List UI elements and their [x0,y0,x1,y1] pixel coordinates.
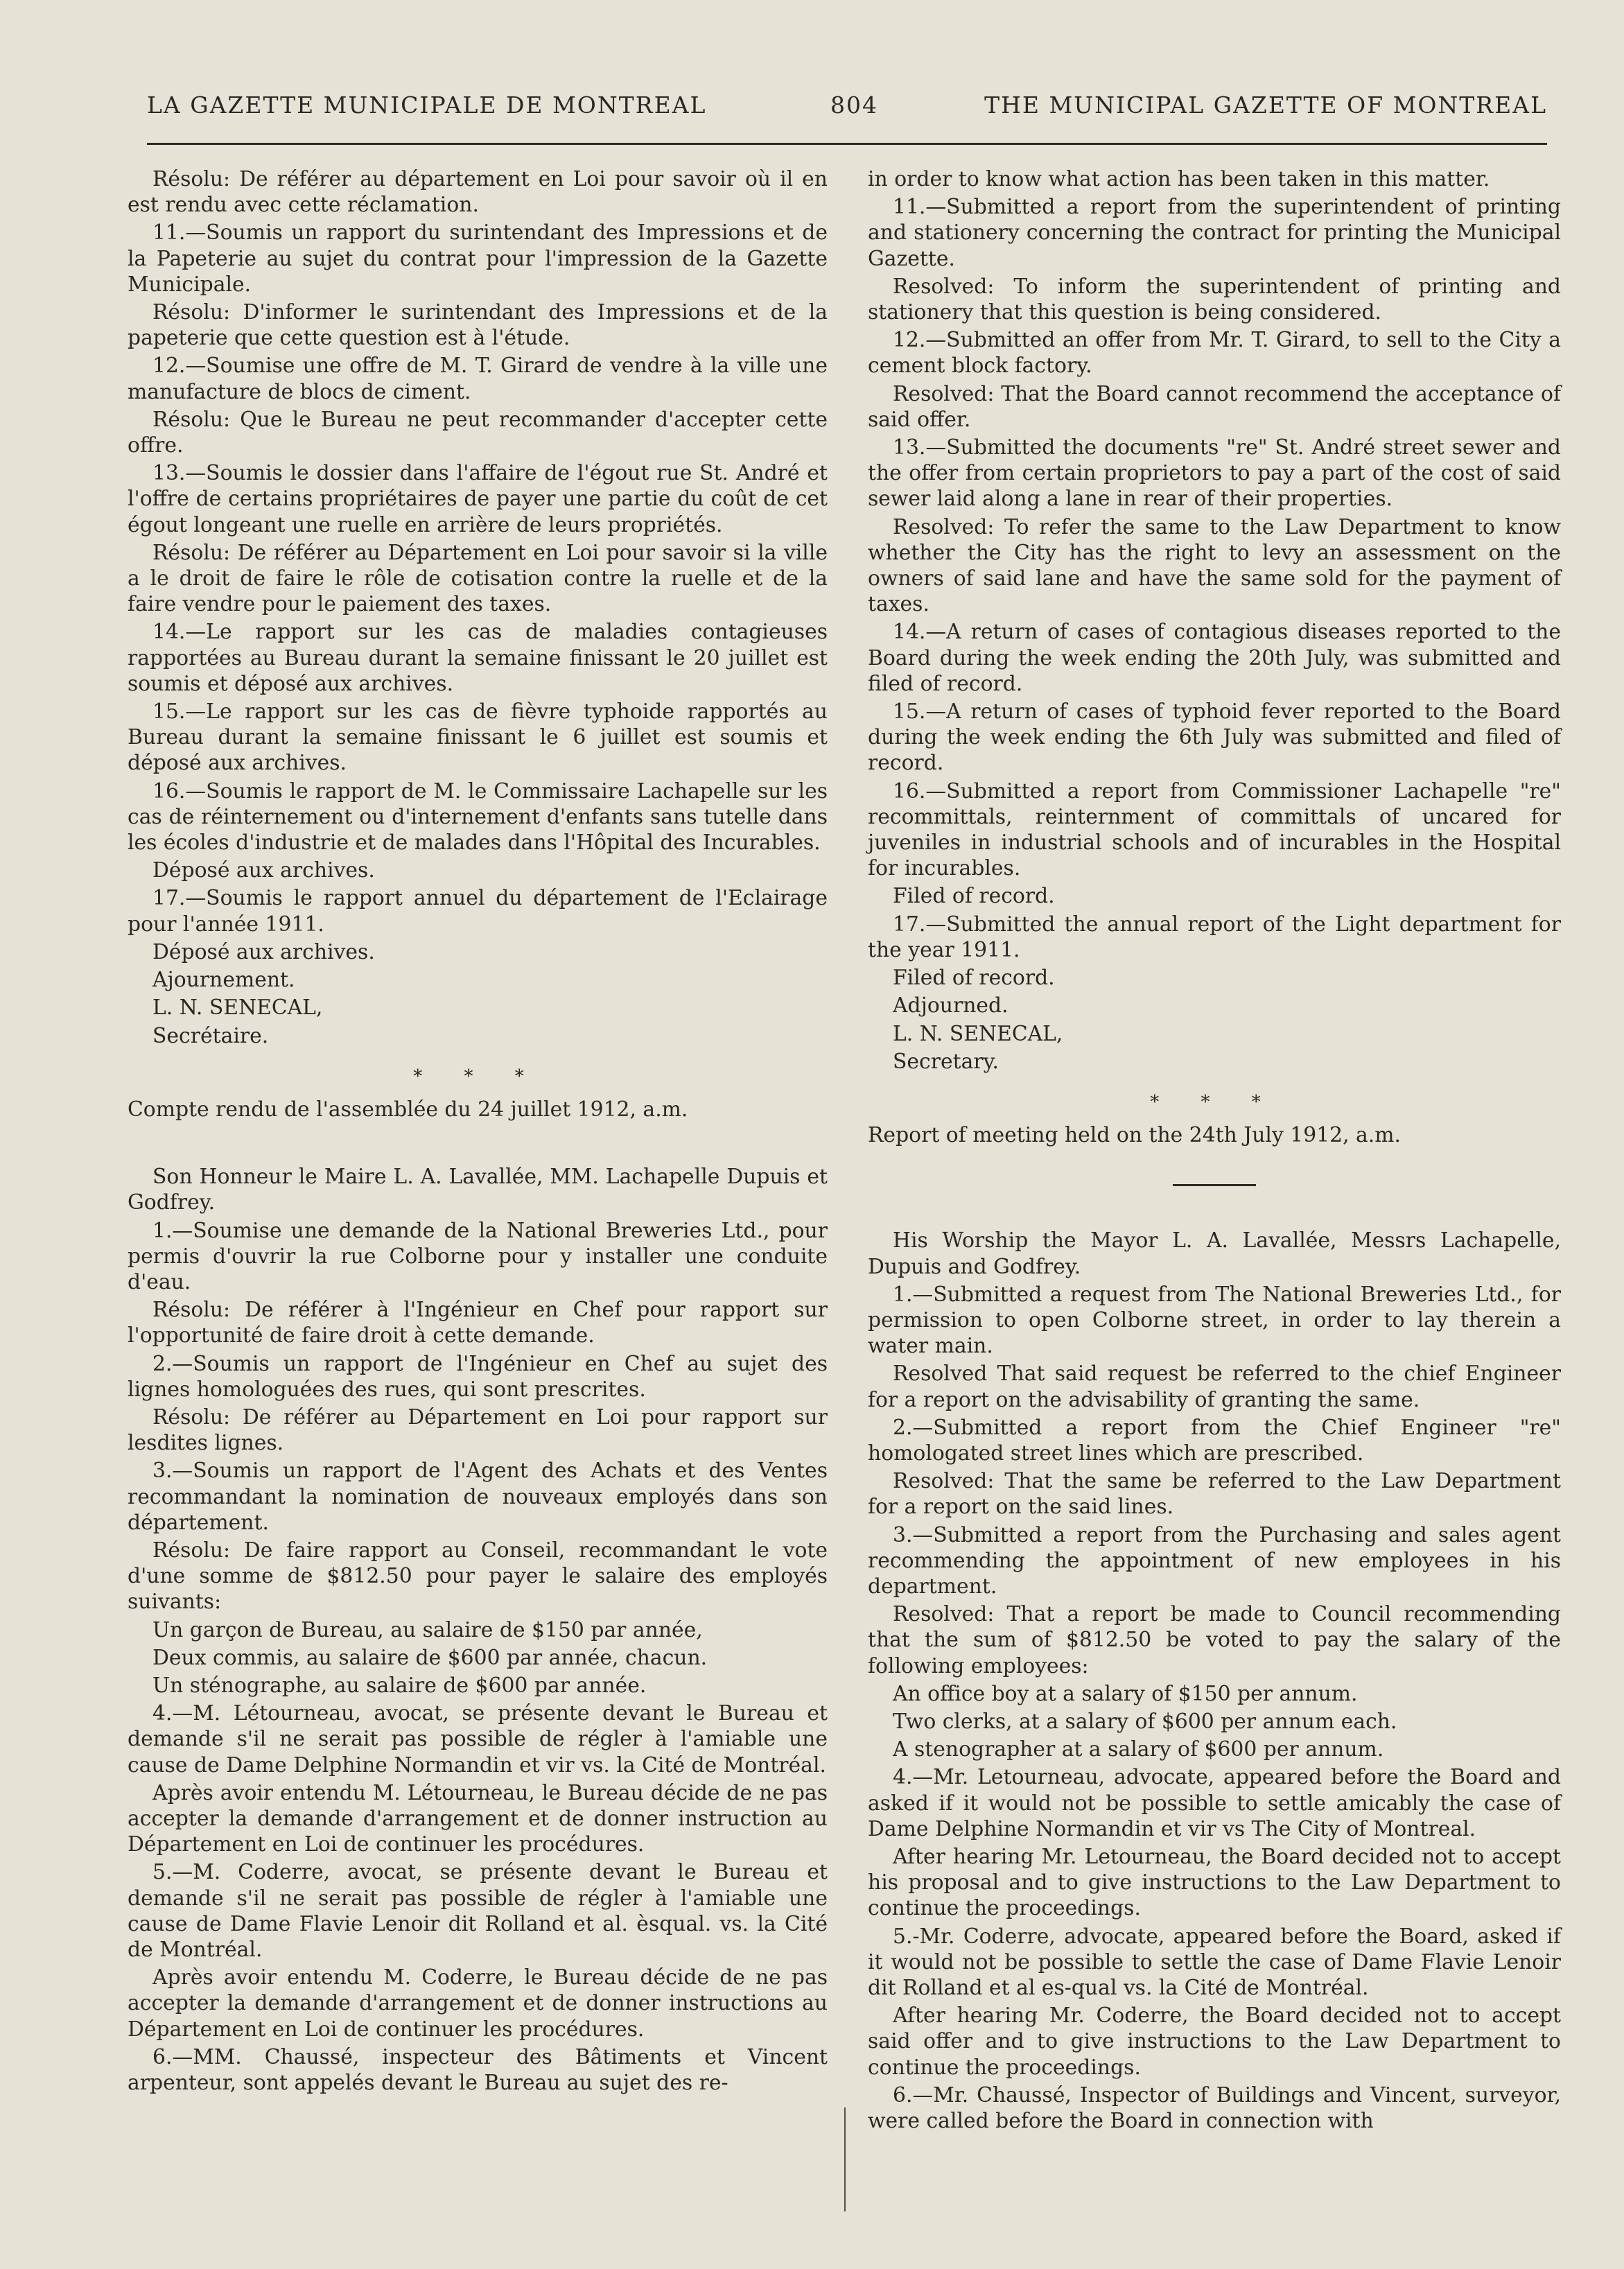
paragraph: 4.—M. Létourneau, avocat, se présente devant le Bureau et demande s'il ne serait pas possible de régler à l'amiable une cause de Dame Delphine Normandin et vir vs. la Cité de Montréal. [128,1701,828,1777]
paragraph: 3.—Submitted a report from the Purchasing and sales agent recommending the appointment of new employees in his department. [868,1522,1561,1599]
signature-name: L. N. SENECAL, [152,996,323,1020]
paragraph: 14.—Le rapport sur les cas de maladies contagieuses rapportées au Bureau durant la semaine finissant le 20 juillet est soumis et déposé aux archives. [128,620,828,696]
paragraph: 1.—Soumise une demande de la National Breweries Ltd., pour permis d'ouvrir la rue Colborne pour y installer une conduite d'eau. [128,1218,828,1294]
paragraph: Déposé aux archives. [152,858,375,883]
paragraph: Déposé aux archives. [152,939,375,964]
header-title-english: THE MUNICIPAL GAZETTE OF MONTREAL [984,92,1547,119]
paragraph: Ajournement. [152,968,295,993]
section-separator: * * * [413,1066,542,1087]
paragraph: After hearing Mr. Coderre, the Board decided not to accept said offer and to give instructions to the Law Department to continue the proceedings. [868,2003,1561,2080]
signature-title: Secretary. [893,1049,999,1074]
paragraph: 11.—Soumis un rapport du surintendant des Impressions et de la Papeterie au sujet du contrat pour l'impression de la Gazette Municipale. [128,220,828,297]
paragraph: 15.—A return of cases of typhoid fever reported to the Board during the week ending the 6th July was submitted and filed of record. [868,699,1561,776]
short-rule [1173,1184,1256,1186]
paragraph: 14.—A return of cases of contagious diseases reported to the Board during the week ending the 20th July, was submitted and filed of record. [868,620,1561,696]
paragraph: Résolu: Que le Bureau ne peut recommander d'accepter cette offre. [128,407,828,458]
paragraph: 5.-Mr. Coderre, advocate, appeared before the Board, asked if it would not be possible to settle the case of Dame Flavie Lenoir dit Rolland et al es-qual vs. la Cité de Montréal. [868,1924,1561,2000]
paragraph: Après avoir entendu M. Coderre, le Bureau décide de ne pas accepter la demande d'arrangement et de donner instructions au Département en Loi de continuer les procédures. [128,1965,828,2042]
paragraph: 3.—Soumis un rapport de l'Agent des Achats et des Ventes recommandant la nomination de nouveaux employés dans son département. [128,1459,828,1535]
paragraph: Résolu: D'informer le surintendant des Impressions et de la papeterie que cette question est à l'étude. [128,300,828,351]
paragraph: 6.—Mr. Chaussé, Inspector of Buildings and Vincent, surveyor, were called before the Board in connection with [868,2083,1561,2134]
paragraph: 6.—MM. Chaussé, inspecteur des Bâtiments et Vincent arpenteur, sont appelés devant le Bureau au sujet des re- [128,2044,828,2096]
paragraph: Resolved: That a report be made to Council recommending that the sum of $812.50 be voted to pay the salary of the following employees: [868,1602,1561,1678]
paragraph: Resolved: That the Board cannot recommend the acceptance of said offer. [868,381,1561,432]
page-header [147,92,1547,133]
paragraph: Filed of record. [893,884,1055,909]
paragraph: Son Honneur le Maire L. A. Lavallée, MM. Lachapelle Dupuis et Godfrey. [128,1165,828,1215]
paragraph: Résolu: De faire rapport au Conseil, recommandant le vote d'une somme de $812.50 pour payer le salaire des employés suivants: [128,1538,828,1615]
paragraph: Résolu: De référer à l'Ingénieur en Chef pour rapport sur l'opportunité de faire droit à cette demande. [128,1298,828,1348]
paragraph: 12.—Soumise une offre de M. T. Girard de vendre à la ville une manufacture de blocs de ciment. [128,354,828,404]
paragraph: 17.—Submitted the annual report of the Light department for the year 1911. [868,912,1561,962]
paragraph: 11.—Submitted a report from the superintendent of printing and stationery concerning the contract for printing the Municipal Gazette. [868,195,1561,271]
report-title: Compte rendu de l'assemblée du 24 juillet 1912, a.m. [128,1097,688,1122]
paragraph: 2.—Submitted a report from the Chief Engineer "re" homologated street lines which are prescribed. [868,1415,1561,1466]
paragraph: Resolved That said request be referred to the chief Engineer for a report on the advisability of granting the same. [868,1362,1561,1412]
paragraph: Resolved: To inform the superintendent of printing and stationery that this question is being considered. [868,274,1561,325]
signature-name: L. N. SENECAL, [893,1021,1063,1046]
paragraph: Un garçon de Bureau, au salaire de $150 par année, [152,1617,703,1642]
paragraph: 13.—Submitted the documents "re" St. André street sewer and the offer from certain proprietors to pay a part of the cost of said sewer laid along a lane in rear of their properties. [868,435,1561,512]
paragraph: Filed of record. [893,966,1055,991]
paragraph: Adjourned. [893,993,1009,1018]
paragraph: 4.—Mr. Letourneau, advocate, appeared before the Board and asked if it would not be possible to settle amicably the case of Dame Delphine Normandin et vir vs The City of Montreal. [868,1765,1561,1841]
paragraph: Résolu: De référer au Département en Loi pour rapport sur lesdites lignes. [128,1405,828,1456]
paragraph: Deux commis, au salaire de $600 par année, chacun. [152,1645,708,1670]
page-number: 804 [830,92,878,119]
paragraph: in order to know what action has been taken in this matter. [868,167,1490,191]
header-rule [147,143,1547,145]
french-column [128,166,828,2098]
paragraph: Resolved: That the same be referred to the Law Department for a report on the said lines. [868,1469,1561,1520]
paragraph: 5.—M. Coderre, avocat, se présente devant le Bureau et demande s'il ne serait pas possible de régler à l'amiable une cause de Dame Flavie Lenoir dit Rolland et al. èsqual. vs. la Cité de Montréal. [128,1860,828,1962]
english-column [868,166,1561,2136]
paragraph: 17.—Soumis le rapport annuel du département de l'Eclairage pour l'année 1911. [128,886,828,937]
paragraph: 15.—Le rapport sur les cas de fièvre typhoide rapportés au Bureau durant la semaine finissant le 6 juillet est soumis et déposé aux archives. [128,699,828,776]
paragraph: 13.—Soumis le dossier dans l'affaire de l'égout rue St. André et l'offre de certains propriétaires de payer une partie du coût de cet égout longeant une ruelle en arrière de leurs propriétés. [128,461,828,537]
paragraph: Un sténographe, au salaire de $600 par année. [152,1673,647,1698]
report-title: Report of meeting held on the 24th July 1912, a.m. [868,1123,1402,1148]
paragraph: 16.—Soumis le rapport de M. le Commissaire Lachapelle sur les cas de réinternement ou d'internement d'enfants sans tutelle dans les écoles d'industrie et de malades dans l'Hôpital des Incurables. [128,779,828,855]
paragraph: 12.—Submitted an offer from Mr. T. Girard, to sell to the City a cement block factory. [868,328,1561,379]
section-separator: * * * [1150,1091,1279,1113]
paragraph: His Worship the Mayor L. A. Lavallée, Messrs Lachapelle, Dupuis and Godfrey. [868,1228,1561,1279]
paragraph: An office boy at a salary of $150 per annum. [893,1681,1358,1706]
paragraph: After hearing Mr. Letourneau, the Board decided not to accept his proposal and to give instructions to the Law Department to continue the proceedings. [868,1844,1561,1921]
paragraph: A stenographer at a salary of $600 per annum. [893,1737,1384,1762]
paragraph: 2.—Soumis un rapport de l'Ingénieur en Chef au sujet des lignes homologuées des rues, qui sont prescrites. [128,1351,828,1402]
paragraph: Résolu: De référer au Département en Loi pour savoir si la ville a le droit de faire le rôle de cotisation contre la ruelle et de la faire vendre pour le paiement des taxes. [128,540,828,617]
paragraph: 16.—Submitted a report from Commissioner Lachapelle "re" recommittals, reinternment of committals of uncared for juveniles in industrial schools and of incurables in the Hospital for incurables. [868,779,1561,881]
paragraph: Résolu: De référer au département en Loi pour savoir où il en est rendu avec cette réclamation. [128,167,828,218]
signature-title: Secrétaire. [152,1023,269,1048]
column-divider [844,2107,846,2211]
header-title-french: LA GAZETTE MUNICIPALE DE MONTREAL [147,92,707,119]
paragraph: Resolved: To refer the same to the Law Department to know whether the City has the right to levy an assessment on the owners of said lane and have the same sold for the payment of taxes. [868,514,1561,617]
paragraph: Après avoir entendu M. Létourneau, le Bureau décide de ne pas accepter la demande d'arrangement et de donner instruction au Département en Loi de continuer les procédures. [128,1780,828,1857]
paragraph: 1.—Submitted a request from The National Breweries Ltd., for permission to open Colborne street, in order to lay therein a water main. [868,1282,1561,1359]
paragraph: Two clerks, at a salary of $600 per annum each. [893,1709,1397,1734]
